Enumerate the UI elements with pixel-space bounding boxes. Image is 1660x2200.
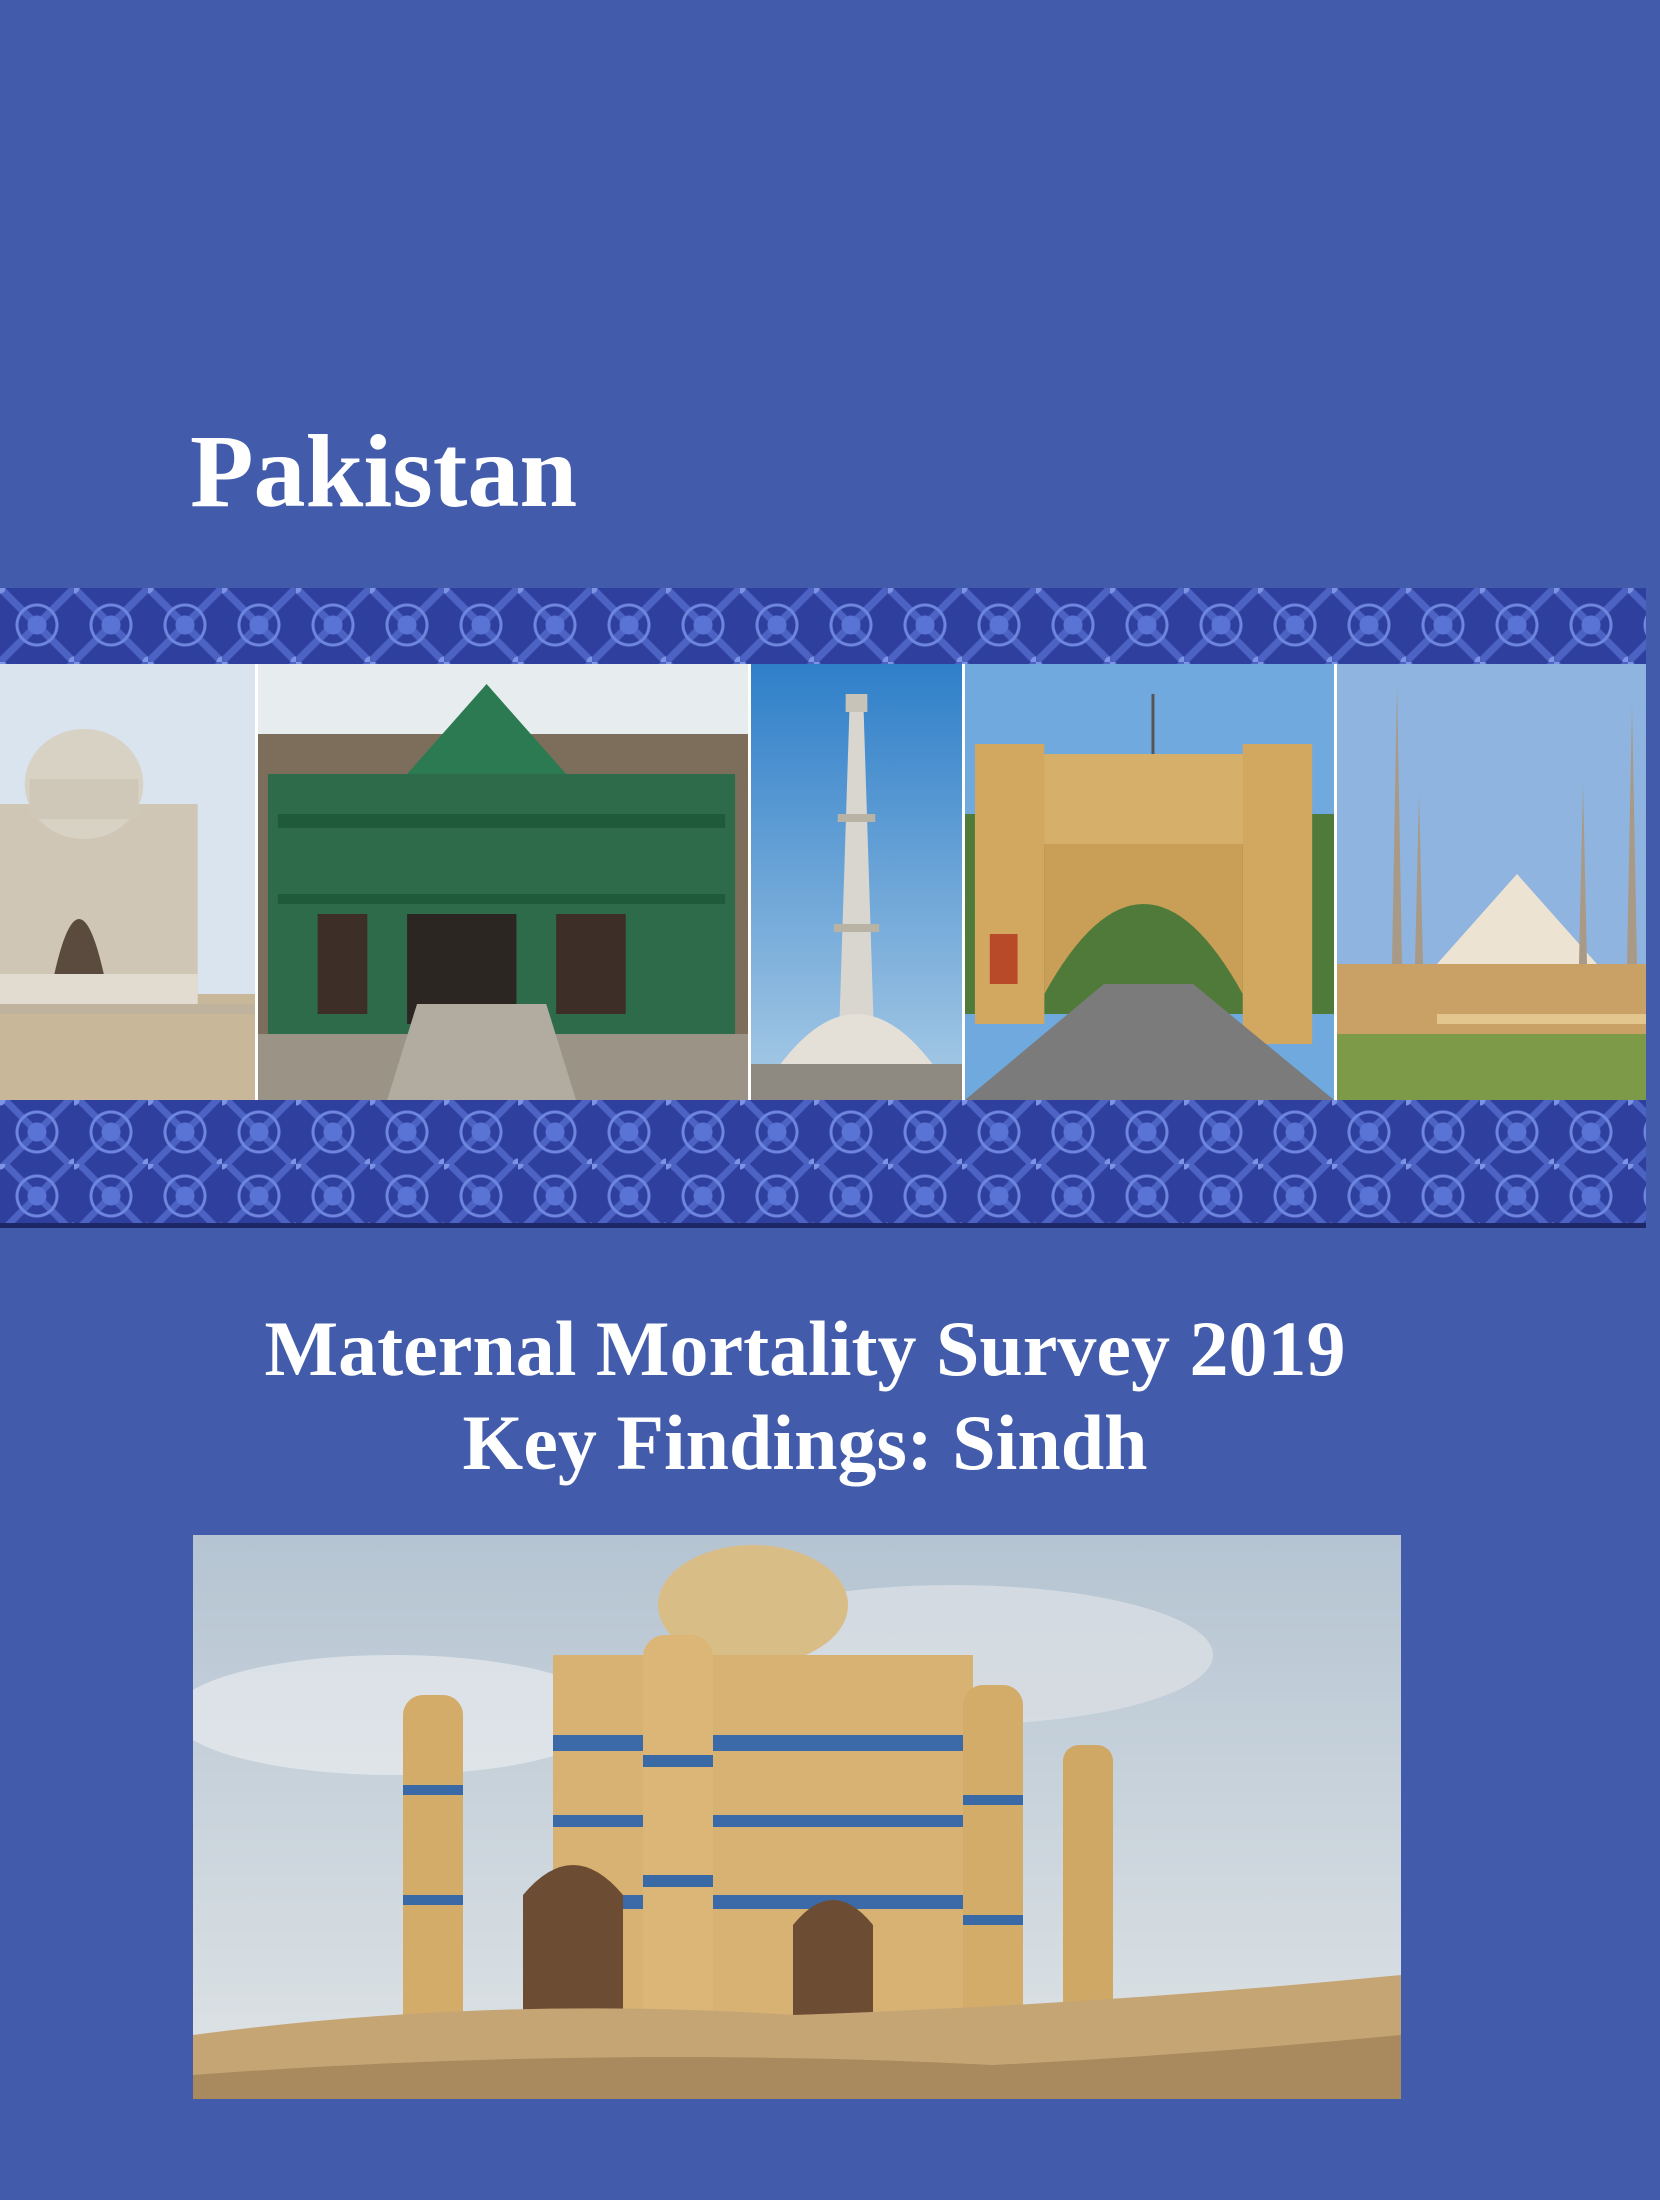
minar-tower-photo xyxy=(751,664,965,1100)
fort-gate-photo xyxy=(965,664,1337,1100)
green-colonial-house-photo xyxy=(258,664,751,1100)
report-title-line-2: Key Findings: Sindh xyxy=(462,1399,1148,1486)
tiled-tomb-photo xyxy=(193,1535,1401,2099)
report-title-line-1: Maternal Mortality Survey 2019 xyxy=(264,1305,1346,1392)
decorative-pattern-band-bottom xyxy=(0,1100,1646,1228)
mausoleum-photo xyxy=(0,664,258,1100)
faisal-mosque-photo xyxy=(1337,664,1646,1100)
landmark-photo-strip xyxy=(0,664,1646,1100)
country-title: Pakistan xyxy=(190,414,578,529)
report-title xyxy=(0,1302,1610,1490)
decorative-pattern-band-top xyxy=(0,588,1646,664)
